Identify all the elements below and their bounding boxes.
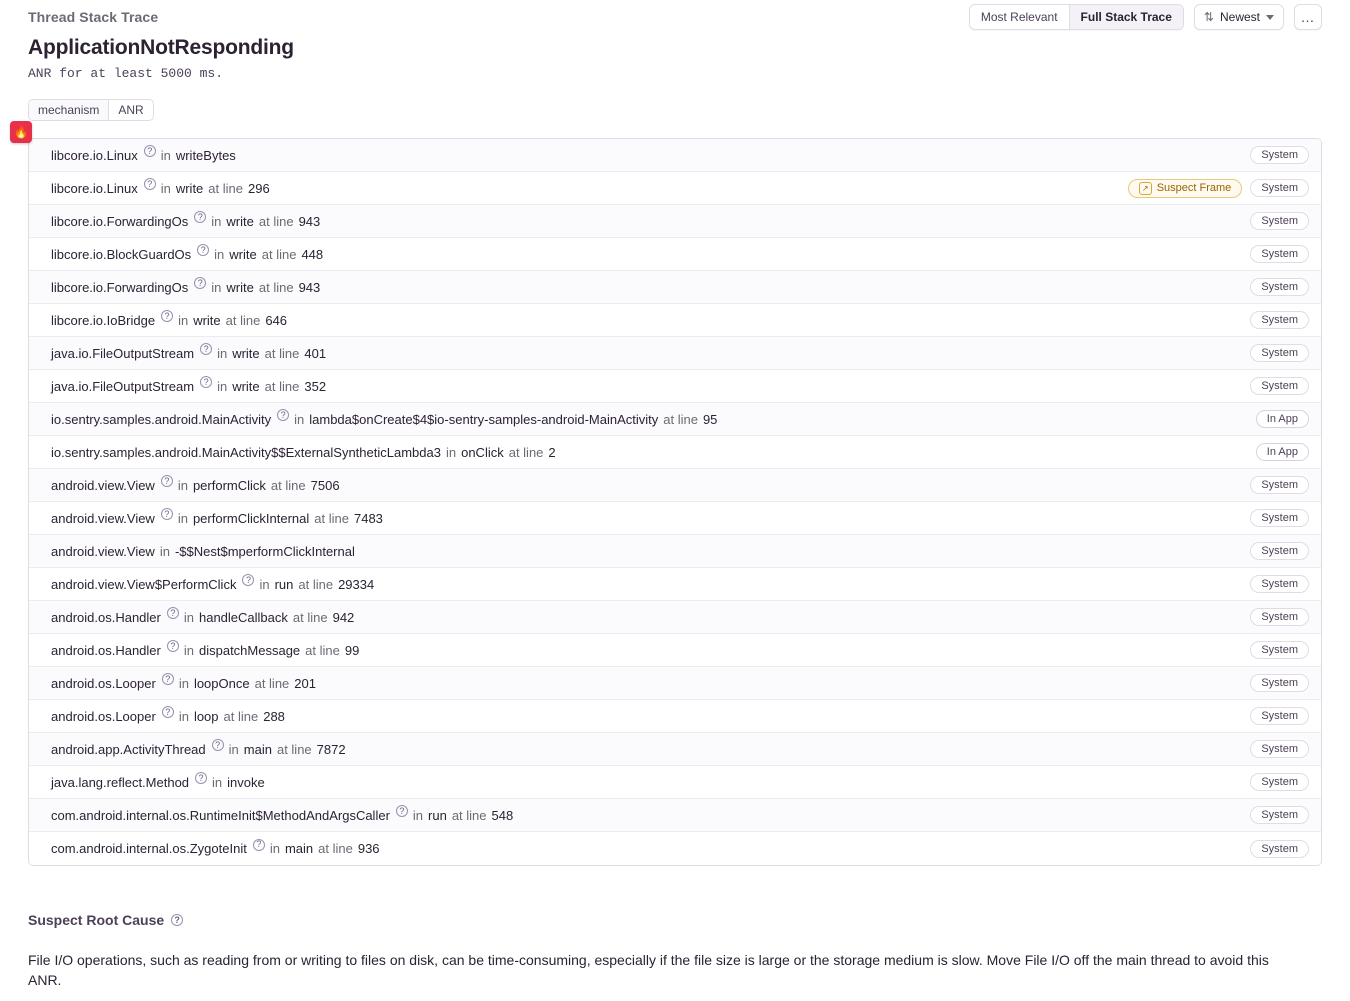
system-badge: System (1250, 278, 1309, 296)
frame-line-number: 943 (298, 213, 321, 229)
frame-in-keyword: in (269, 841, 280, 856)
frame-at-line-keyword: at line (508, 444, 544, 460)
stack-frame-row[interactable] (29, 238, 1321, 271)
stack-frame-label (51, 739, 1250, 757)
frame-at-line-keyword: at line (208, 180, 243, 196)
stack-frame-row[interactable] (29, 667, 1321, 700)
frame-in-keyword: in (211, 213, 222, 229)
frame-function: write (232, 378, 260, 394)
frame-function: main (284, 841, 314, 856)
system-badge: System (1250, 674, 1309, 692)
frame-line-number: 352 (304, 378, 327, 394)
frame-in-keyword: in (228, 741, 239, 757)
frame-tags (1250, 245, 1309, 263)
frame-at-line-keyword: at line (451, 807, 487, 823)
system-badge: System (1250, 146, 1309, 164)
frame-line-number: 29334 (338, 576, 375, 592)
frame-function: write (226, 213, 254, 229)
system-badge: System (1250, 806, 1309, 824)
frame-function: writeBytes (175, 147, 236, 163)
frame-at-line-keyword: at line (258, 279, 294, 295)
system-badge: System (1250, 179, 1309, 197)
help-icon[interactable]: ? (162, 673, 174, 685)
stack-frame-row[interactable] (29, 733, 1321, 766)
stack-frame-label (51, 706, 1250, 724)
frame-in-keyword: in (217, 345, 228, 361)
stack-frame-label (51, 805, 1250, 823)
frame-function: onClick (461, 444, 504, 460)
sort-button[interactable] (1194, 4, 1284, 30)
stack-frame-row[interactable] (29, 469, 1321, 502)
help-icon[interactable]: ? (396, 805, 408, 817)
stack-frame-label (51, 145, 1250, 163)
frame-function: loopOnce (193, 675, 250, 691)
frame-tags (1256, 410, 1309, 428)
frame-function: -$$Nest$mperformClickInternal (174, 543, 355, 559)
frame-tags (1250, 608, 1309, 626)
stack-frame-row[interactable] (29, 304, 1321, 337)
suspect-root-cause-section (0, 866, 1350, 991)
stack-frame-label (51, 343, 1250, 361)
frame-in-keyword: in (178, 708, 189, 724)
frame-line-number: 296 (248, 180, 270, 196)
frame-tags (1250, 575, 1309, 593)
in-app-badge: In App (1256, 410, 1309, 428)
stack-frame-row[interactable] (29, 436, 1321, 469)
frame-in-keyword: in (178, 675, 189, 691)
frame-in-keyword: in (445, 444, 457, 460)
stack-frame-label (51, 376, 1250, 394)
frame-in-keyword: in (178, 312, 189, 328)
system-badge: System (1250, 344, 1309, 362)
page-title: ApplicationNotResponding (28, 36, 294, 59)
stack-frame-row[interactable] (29, 172, 1321, 205)
frame-function: performClick (192, 477, 266, 493)
stack-frame-label (51, 607, 1250, 625)
stack-frame-label (51, 673, 1250, 691)
stack-frame-label (51, 772, 1250, 790)
frame-function: run (274, 576, 294, 592)
stack-trace-section (0, 121, 1350, 866)
suspect-root-cause-title: Suspect Root Cause (28, 912, 165, 928)
frame-tags (1250, 146, 1309, 164)
help-icon[interactable]: ? (144, 178, 156, 190)
stack-frame-row[interactable] (29, 832, 1321, 865)
frame-module: libcore.io.BlockGuardOs (51, 246, 192, 262)
frame-in-keyword: in (214, 246, 225, 262)
frame-at-line-keyword: at line (314, 510, 349, 526)
frame-module: android.view.View (51, 510, 155, 526)
sort-icon: ⇅ (1203, 10, 1214, 24)
frame-at-line-keyword: at line (223, 708, 259, 724)
frame-in-keyword: in (160, 147, 171, 163)
help-icon[interactable]: ? (195, 772, 207, 784)
system-badge: System (1250, 840, 1309, 858)
stack-frame-row[interactable] (29, 799, 1321, 832)
frame-tags (1128, 179, 1309, 198)
stack-frame-label (51, 409, 1256, 427)
system-badge: System (1250, 212, 1309, 230)
frame-in-keyword: in (211, 279, 222, 295)
system-badge: System (1250, 509, 1309, 527)
help-icon[interactable]: ? (200, 376, 212, 388)
frame-function: handleCallback (198, 609, 288, 625)
stack-frame-label (51, 475, 1250, 493)
frame-function: dispatchMessage (198, 642, 301, 658)
frame-at-line-keyword: at line (225, 312, 261, 328)
frame-function: write (175, 180, 204, 196)
stack-frame-row[interactable] (29, 337, 1321, 370)
frame-line-number: 2 (548, 444, 556, 460)
stack-frame-label (51, 544, 1250, 559)
help-icon[interactable]: ? (212, 739, 224, 751)
system-badge: System (1250, 542, 1309, 560)
stack-frame-row[interactable] (29, 205, 1321, 238)
frame-function: write (193, 312, 221, 328)
frame-at-line-keyword: at line (276, 741, 312, 757)
stack-frame-row[interactable] (29, 370, 1321, 403)
frame-in-keyword: in (159, 543, 170, 559)
frame-function: run (428, 807, 447, 823)
stack-frame-label (51, 640, 1250, 658)
stack-frame-label (51, 178, 1128, 196)
error-title-block (0, 30, 1350, 81)
tab-full-stack-trace[interactable]: Full Stack Trace (1069, 5, 1183, 29)
frame-function: invoke (227, 774, 265, 790)
frame-at-line-keyword: at line (254, 675, 290, 691)
frame-module: com.android.internal.os.RuntimeInit$MethodAndArgsCaller (51, 807, 390, 823)
system-badge: System (1250, 641, 1309, 659)
frame-module: java.io.FileOutputStream (51, 345, 195, 361)
frame-tags (1250, 542, 1309, 560)
stack-frame-row[interactable] (29, 601, 1321, 634)
frame-tags (1250, 212, 1309, 230)
system-badge: System (1250, 311, 1309, 329)
frame-at-line-keyword: at line (298, 576, 334, 592)
help-icon[interactable]: ? (161, 508, 173, 520)
frame-tags (1256, 443, 1309, 461)
frame-at-line-keyword: at line (264, 345, 300, 361)
system-badge: System (1250, 740, 1309, 758)
frame-module: android.view.View$PerformClick (51, 576, 237, 592)
frame-line-number: 99 (344, 642, 360, 658)
tab-most-relevant[interactable]: Most Relevant (970, 5, 1069, 29)
suspect-frame-label: Suspect Frame (1156, 182, 1232, 194)
frame-module: libcore.io.Linux (51, 147, 138, 163)
help-icon[interactable]: ? (197, 244, 209, 256)
system-badge: System (1250, 773, 1309, 791)
stack-frame-row[interactable] (29, 502, 1321, 535)
frame-module: android.os.Looper (51, 708, 156, 724)
system-badge: System (1250, 377, 1309, 395)
error-marker-icon: 🔥 (10, 121, 32, 143)
stack-frame-label (51, 508, 1250, 526)
mechanism-pill-value: ANR (108, 100, 152, 120)
help-icon[interactable]: ? (144, 145, 156, 157)
help-icon[interactable]: ? (171, 914, 183, 926)
frame-tags (1250, 278, 1309, 296)
stack-frame-row[interactable] (29, 535, 1321, 568)
frame-at-line-keyword: at line (261, 246, 297, 262)
frame-line-number: 201 (294, 675, 316, 691)
frame-module: android.os.Handler (51, 609, 161, 625)
frame-tags (1250, 344, 1309, 362)
frame-line-number: 95 (702, 411, 718, 427)
stack-frame-row[interactable] (29, 700, 1321, 733)
in-app-badge: In App (1256, 443, 1309, 461)
frame-module: android.view.View (51, 543, 155, 559)
frame-module: java.lang.reflect.Method (51, 774, 190, 790)
frame-function: lambda$onCreate$4$io-sentry-samples-android-MainActivity (309, 411, 659, 427)
frame-tags (1250, 740, 1309, 758)
frame-in-keyword: in (183, 642, 194, 658)
frame-at-line-keyword: at line (264, 378, 300, 394)
suspect-root-cause-body: File I/O operations, such as reading from or writing to files on disk, can be time-consuming, especially if the file size is large or the storage medium is slow. Move File I/O off the main thread to avoid this ANR. (28, 952, 1269, 989)
stack-frame-row[interactable] (29, 634, 1321, 667)
help-icon[interactable]: ? (167, 607, 179, 619)
frame-tags (1250, 840, 1309, 858)
stack-frame-label (51, 574, 1250, 592)
frame-tags (1250, 311, 1309, 329)
frame-line-number: 7872 (316, 741, 346, 757)
frame-function: write (226, 279, 254, 295)
help-icon[interactable]: ? (162, 706, 174, 718)
sort-label: Newest (1219, 10, 1260, 24)
stack-frame-list (28, 138, 1322, 866)
help-icon[interactable]: ? (194, 211, 206, 223)
stack-frame-label (51, 445, 1256, 460)
help-icon[interactable]: ? (167, 640, 179, 652)
error-subtitle: ANR for at least 5000 ms. (28, 66, 224, 81)
frame-line-number: 943 (298, 279, 321, 295)
help-icon[interactable]: ? (194, 277, 206, 289)
frame-module: com.android.internal.os.ZygoteInit (51, 841, 247, 856)
frame-function: write (232, 345, 260, 361)
stack-frame-label (51, 310, 1250, 328)
header-controls (969, 4, 1322, 30)
frame-function: performClickInternal (192, 510, 310, 526)
frame-in-keyword: in (259, 576, 270, 592)
frame-module: io.sentry.samples.android.MainActivity$$ExternalSyntheticLambda3 (51, 444, 441, 460)
frame-at-line-keyword: at line (663, 411, 698, 427)
system-badge: System (1250, 476, 1309, 494)
frame-module: android.view.View (51, 477, 155, 493)
frame-line-number: 7506 (310, 477, 340, 493)
stack-frame-row[interactable] (29, 403, 1321, 436)
frame-function: write (229, 246, 257, 262)
stack-frame-label (51, 841, 1250, 856)
frame-function: main (243, 741, 272, 757)
system-badge: System (1250, 707, 1309, 725)
frame-in-keyword: in (160, 180, 171, 196)
frame-module: libcore.io.Linux (51, 180, 138, 196)
chevron-down-icon (1266, 15, 1274, 20)
frame-in-keyword: in (212, 774, 223, 790)
system-badge: System (1250, 245, 1309, 263)
frame-module: java.io.FileOutputStream (51, 378, 195, 394)
frame-function: loop (193, 708, 219, 724)
help-icon[interactable]: ? (253, 839, 265, 851)
frame-module: libcore.io.ForwardingOs (51, 213, 189, 229)
frame-module: android.app.ActivityThread (51, 741, 206, 757)
stack-frame-row[interactable] (29, 766, 1321, 799)
stack-frame-label (51, 211, 1250, 229)
help-icon[interactable]: ? (161, 310, 173, 322)
ellipsis-icon: … (1300, 9, 1316, 25)
frame-tags (1250, 641, 1309, 659)
frame-at-line-keyword: at line (305, 642, 340, 658)
frame-line-number: 936 (357, 841, 380, 856)
frame-at-line-keyword: at line (318, 841, 353, 856)
frame-in-keyword: in (177, 510, 188, 526)
frame-in-keyword: in (412, 807, 424, 823)
frame-at-line-keyword: at line (258, 213, 294, 229)
help-icon[interactable]: ? (200, 343, 212, 355)
frame-at-line-keyword: at line (270, 477, 306, 493)
frame-line-number: 548 (491, 807, 514, 823)
mechanism-pill-row (0, 81, 1350, 121)
suspect-frame-badge[interactable] (1128, 179, 1243, 198)
stack-frame-label (51, 244, 1250, 262)
frame-tags (1250, 377, 1309, 395)
frame-in-keyword: in (177, 477, 188, 493)
frame-in-keyword: in (294, 411, 305, 427)
frame-tags (1250, 806, 1309, 824)
frame-in-keyword: in (217, 378, 228, 394)
mechanism-pill-key: mechanism (29, 100, 108, 120)
system-badge: System (1250, 575, 1309, 593)
frame-module: libcore.io.ForwardingOs (51, 279, 189, 295)
frame-tags (1250, 476, 1309, 494)
help-icon[interactable]: ? (277, 409, 289, 421)
frame-in-keyword: in (183, 609, 194, 625)
frame-line-number: 646 (265, 312, 288, 328)
frame-line-number: 288 (263, 708, 285, 724)
section-title: Thread Stack Trace (28, 9, 159, 25)
stack-frame-label (51, 277, 1250, 295)
frame-tags (1250, 509, 1309, 527)
frame-line-number: 7483 (353, 510, 383, 526)
more-options-button[interactable] (1294, 4, 1322, 30)
stack-trace-view-toggle[interactable] (969, 4, 1184, 30)
suspect-root-cause-header (28, 912, 1322, 928)
frame-at-line-keyword: at line (292, 609, 328, 625)
help-icon[interactable]: ? (242, 574, 254, 586)
stack-frame-row[interactable] (29, 139, 1321, 172)
frame-line-number: 942 (332, 609, 355, 625)
help-icon[interactable]: ? (161, 475, 173, 487)
section-header (0, 0, 1350, 30)
frame-tags (1250, 773, 1309, 791)
frame-module: android.os.Looper (51, 675, 156, 691)
frame-module: io.sentry.samples.android.MainActivity (51, 411, 272, 427)
frame-module: libcore.io.IoBridge (51, 312, 156, 328)
suspect-frame-icon: ↗ (1139, 182, 1152, 195)
stack-frame-row[interactable] (29, 568, 1321, 601)
mechanism-pill[interactable] (28, 99, 154, 121)
stack-frame-row[interactable] (29, 271, 1321, 304)
frame-line-number: 448 (301, 246, 324, 262)
frame-tags (1250, 674, 1309, 692)
frame-module: android.os.Handler (51, 642, 161, 658)
system-badge: System (1250, 608, 1309, 626)
frame-line-number: 401 (304, 345, 327, 361)
frame-tags (1250, 707, 1309, 725)
